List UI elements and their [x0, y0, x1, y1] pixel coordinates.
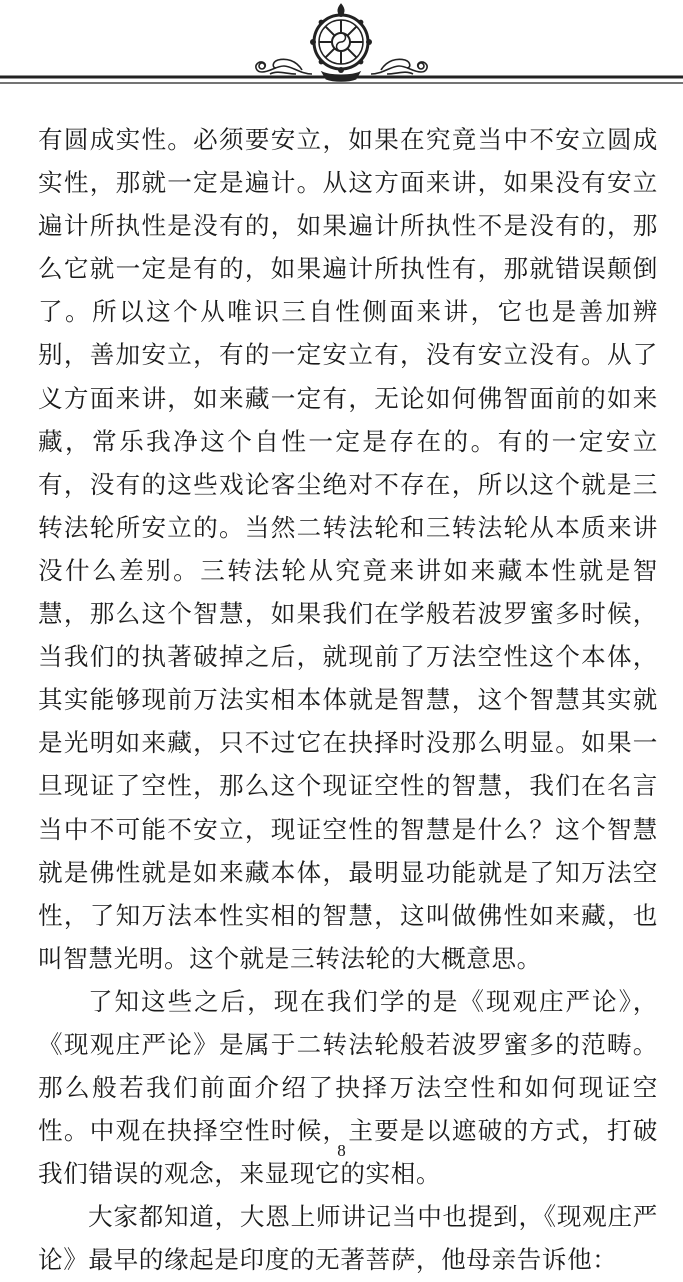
paragraph-1: 有圆成实性。必须要安立，如果在究竟当中不安立圆成实性，那就一定是遍计。从这方面来讲，如果没有安立遍计所执性是没有的，如果遍计所执性不是没有的，那么它就一定是有的，如果遍计所执性有，那就错误颠倒了。所以这个从唯识三自性侧面来讲，它也是善加辨别，善加安立，有的一定安立有，没有安立没有。从了义方面来讲，如来藏一定有，无论如何佛智面前的如来藏，常乐我净这个自性一定是存在的。有的一定安立有，没有的这些戏论客尘绝对不存在，所以这个就是三转法轮所安立的。当然二转法轮和三转法轮从本质来讲没什么差别。三转法轮从究竟来讲如来藏本性就是智慧，那么这个智慧，如果我们在学般若波罗蜜多时候，当我们的执著破掉之后，就现前了万法空性这个本体，其实能够现前万法实相本体就是智慧，这个智慧其实就是光明如来藏，只不过它在抉择时没那么明显。如果一旦现证了空性，那么这个现证空性的智慧，我们在名言当中不可能不安立，现证空性的智慧是什么？这个智慧就是佛性就是如来藏本体，最明显功能就是了知万法空性，了知万法本性实相的智慧，这叫做佛性如来藏，也叫智慧光明。这个就是三转法轮的大概意思。 — [38, 125, 658, 973]
paragraph-2: 了知这些之后，现在我们学的是《现观庄严论》，《现观庄严论》是属于二转法轮般若波罗蜜多的范畴。那么般若我们前面介绍了抉择万法空性和如何现证空性。中观在抉择空性时候，主要是以遮破的方式，打破我们错误的观念，来显现它的实相。 — [38, 986, 658, 1189]
cloud-scroll-right-icon — [371, 59, 427, 74]
page-number: 8 — [337, 1141, 346, 1160]
paragraph-3: 大家都知道，大恩上师讲记当中也提到，《现观庄严论》最早的缘起是印度的无著菩萨，他母亲告诉他： — [38, 1202, 658, 1275]
body-text — [38, 118, 658, 1282]
dharma-wheel-icon — [310, 4, 372, 81]
page-header — [0, 0, 683, 100]
header-ornament — [0, 0, 683, 100]
cloud-scroll-left-icon — [256, 59, 312, 74]
